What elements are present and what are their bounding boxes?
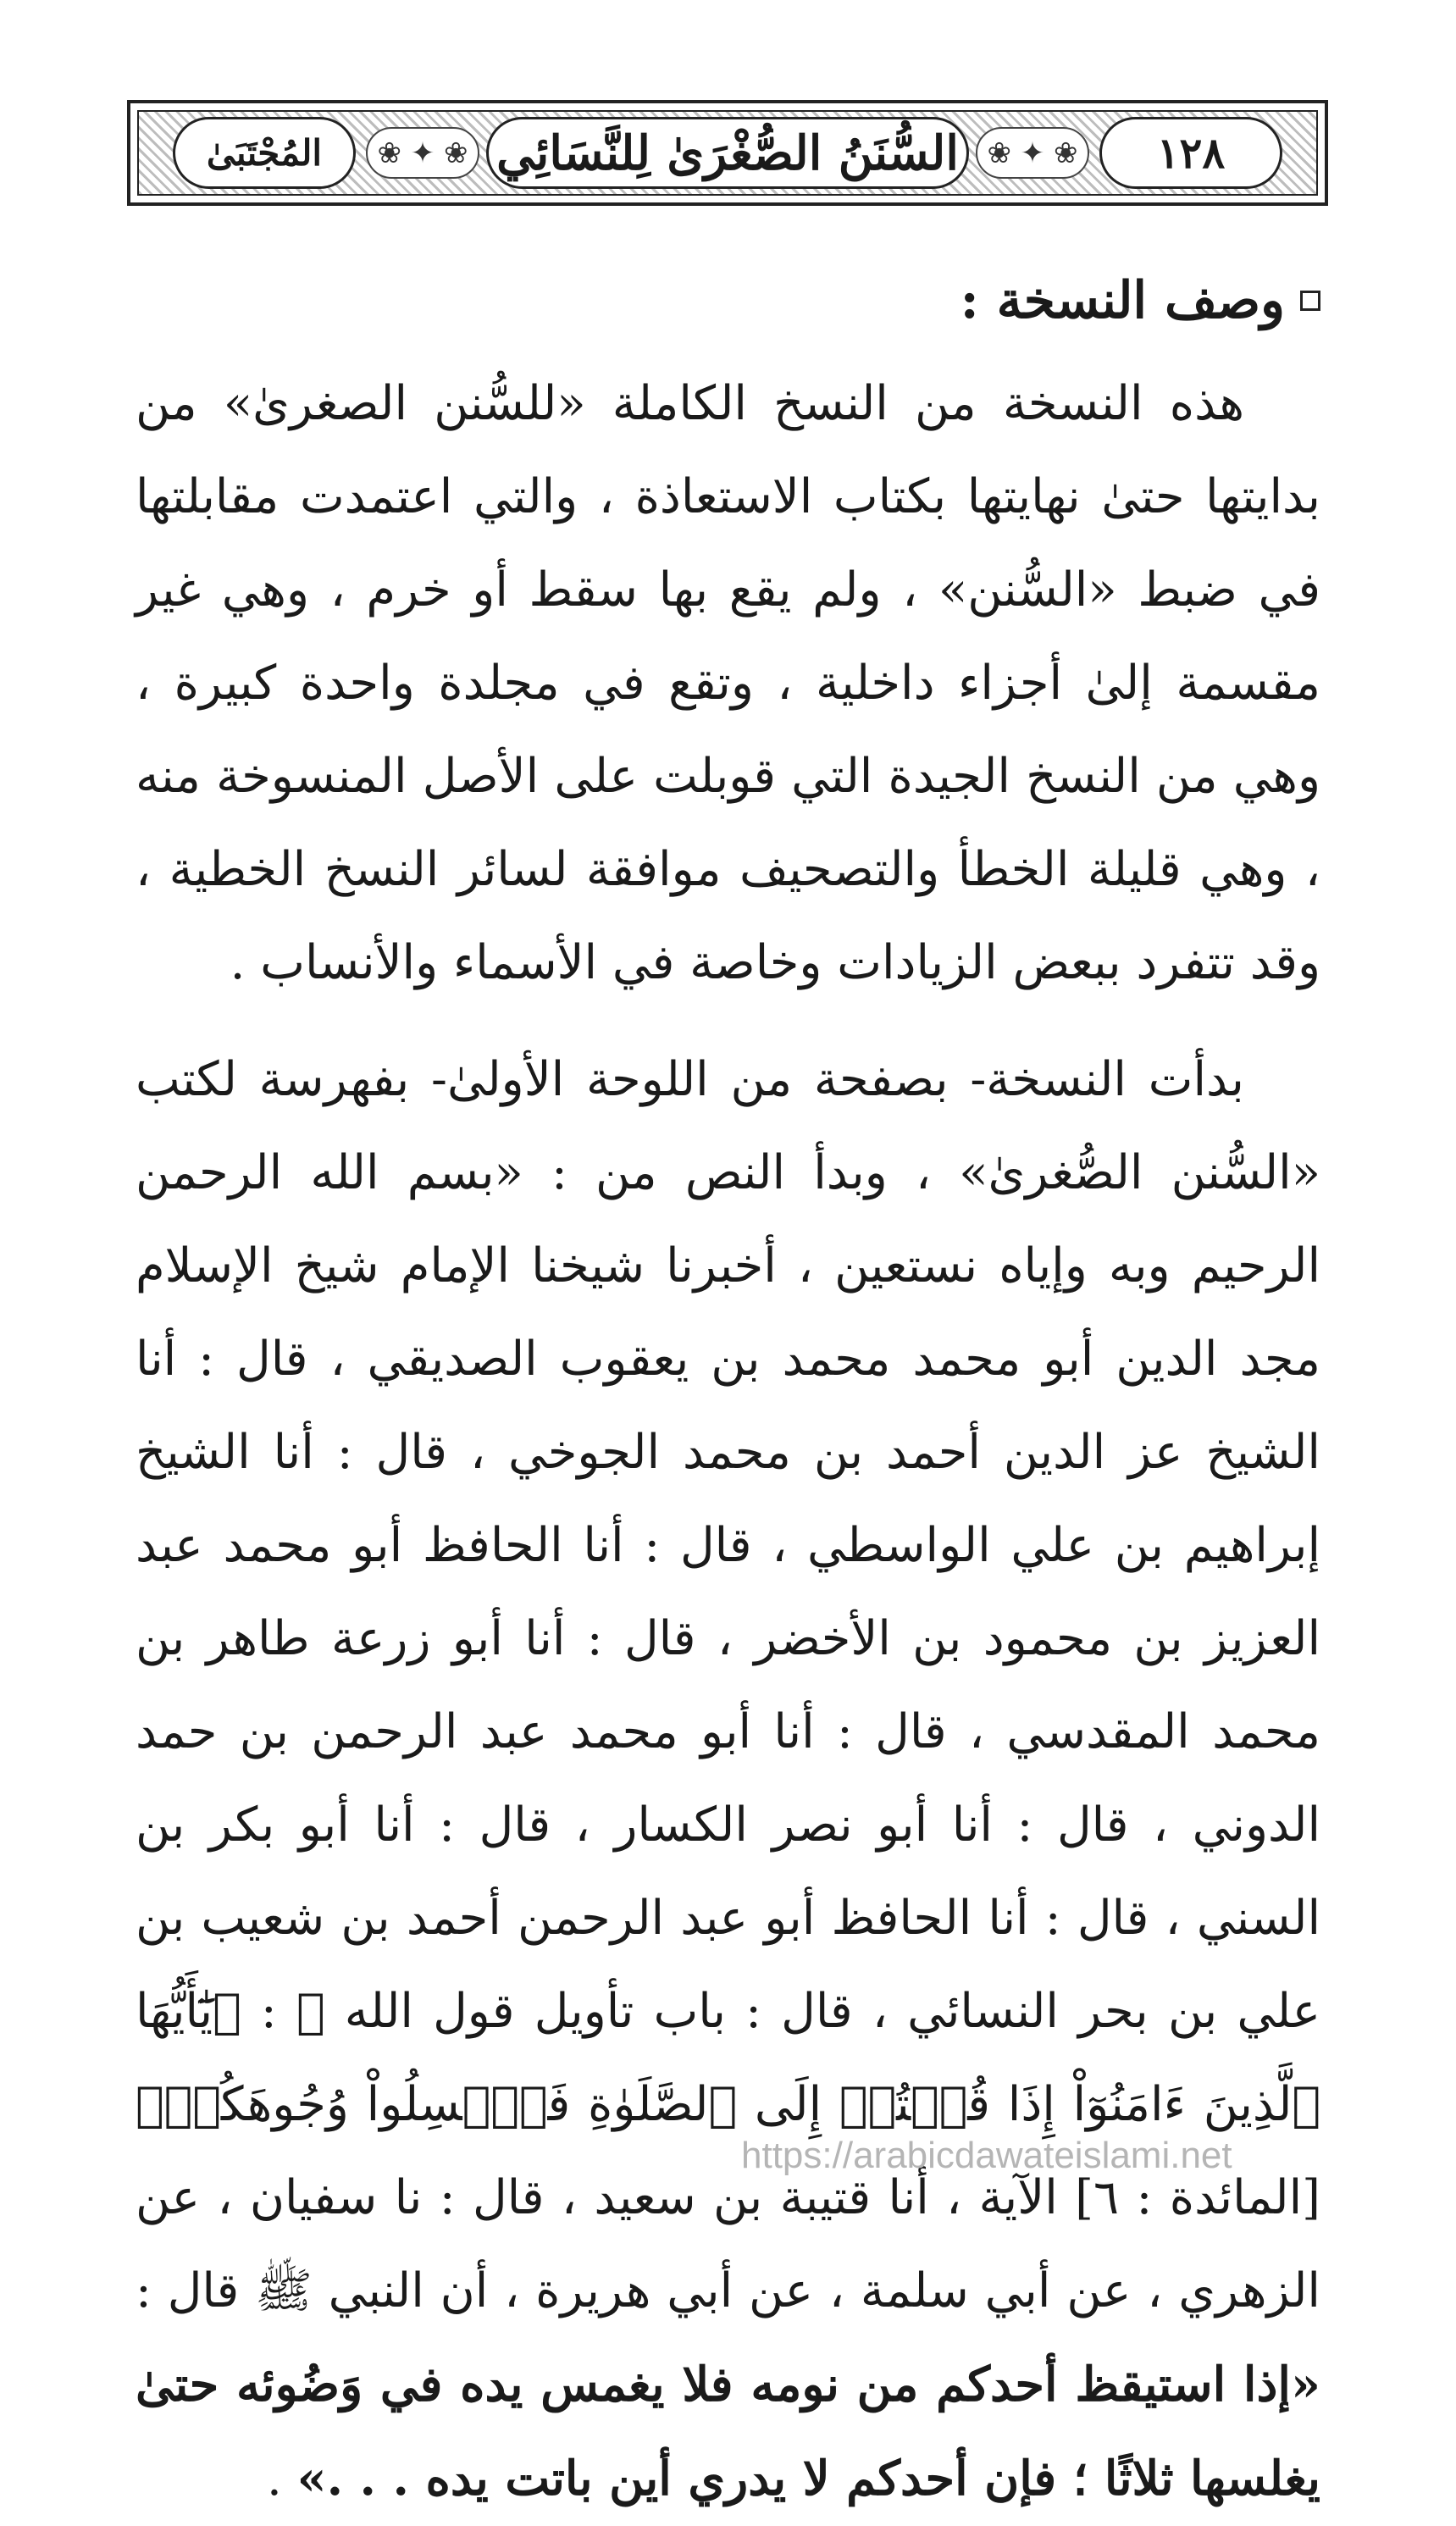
square-bullet-icon (1300, 291, 1320, 311)
paragraph (136, 1033, 1320, 2526)
page-body (136, 254, 1320, 2526)
paragraph-text: بدأت النسخة- بصفحة من اللوحة الأولىٰ- بفهرسة لكتب «السُّنن الصُّغرىٰ» ، وبدأ النص من : «بسم الله الرحمن الرحيم وبه وإياه نستعين ، أخبرنا شيخنا الإمام شيخ الإسلام مجد الدين أبو محمد محمد بن يعقوب الصديقي ، قال : أنا الشيخ عز الدين أحمد بن محمد الجوخي ، قال : أنا الشيخ إبراهيم بن علي الواسطي ، قال : أنا الحافظ أبو محمد عبد العزيز بن محمود بن الأخضر ، قال : أنا أبو زرعة طاهر بن محمد المقدسي ، قال : أنا أبو محمد عبد الرحمن بن حمد الدوني ، قال : أنا أبو نصر الكسار ، قال : أنا أبو بكر بن السني ، قال : أنا الحافظ أبو عبد الرحمن أحمد بن شعيب بن علي بن بحر النسائي ، قال : باب تأويل قول الله ﷻ : ﴿يَٰٓأَيُّهَا ٱلَّذِينَ ءَامَنُوٓاْ إِذَا قُمۡتُمۡ إِلَى ٱلصَّلَوٰةِ فَٱغۡسِلُواْ وُجُوهَكُمۡ﴾ [المائدة : ٦] الآية ، أنا قتيبة بن سعيد ، قال : نا سفيان ، عن الزهري ، عن أبي سلمة ، عن أبي هريرة ، أن النبي ﷺ قال : (136, 1052, 1321, 2318)
watermark-url: https://arabicdawateislami.net (741, 2135, 1232, 2176)
paragraph-ending: . (266, 2451, 297, 2507)
hadith-text: «إذا استيقظ أحدكم من نومه فلا يغمس يده في وَضُوئه حتىٰ يغلسها ثلاثًا ؛ فإن أحدكم لا يدري أين باتت يده . . .» (136, 2357, 1320, 2507)
book-logo: المُجْتَبَىٰ (173, 117, 356, 189)
section-title: وصف النسخة : (960, 271, 1285, 330)
section-heading (136, 254, 1320, 347)
header-ornament-band (137, 110, 1318, 196)
paragraph-text: هذه النسخة من النسخ الكاملة «للسُّنن الصغرىٰ» من بدايتها حتىٰ نهايتها بكتاب الاستعاذة ، والتي اعتمدت مقابلتها في ضبط «السُّنن» ، ولم يقع بها سقط أو خرم ، وهي غير مقسمة إلىٰ أجزاء داخلية ، وتقع في مجلدة واحدة كبيرة ، وهي من النسخ الجيدة التي قوبلت على الأصل المنسوخة منه ، وهي قليلة الخطأ والتصحيف موافقة لسائر النسخ الخطية ، وقد تتفرد ببعض الزيادات وخاصة في الأسماء والأنساب . (136, 376, 1320, 990)
book-title: السُّنَنُ الصُّغْرَىٰ لِلنَّسَائِي (486, 117, 969, 189)
paragraph (136, 357, 1320, 1010)
ornament-icon: ❀ ✦ ❀ (366, 127, 479, 179)
page-header-frame (127, 100, 1328, 206)
ornament-icon: ❀ ✦ ❀ (976, 127, 1089, 179)
page-number: ١٢٨ (1099, 117, 1282, 189)
